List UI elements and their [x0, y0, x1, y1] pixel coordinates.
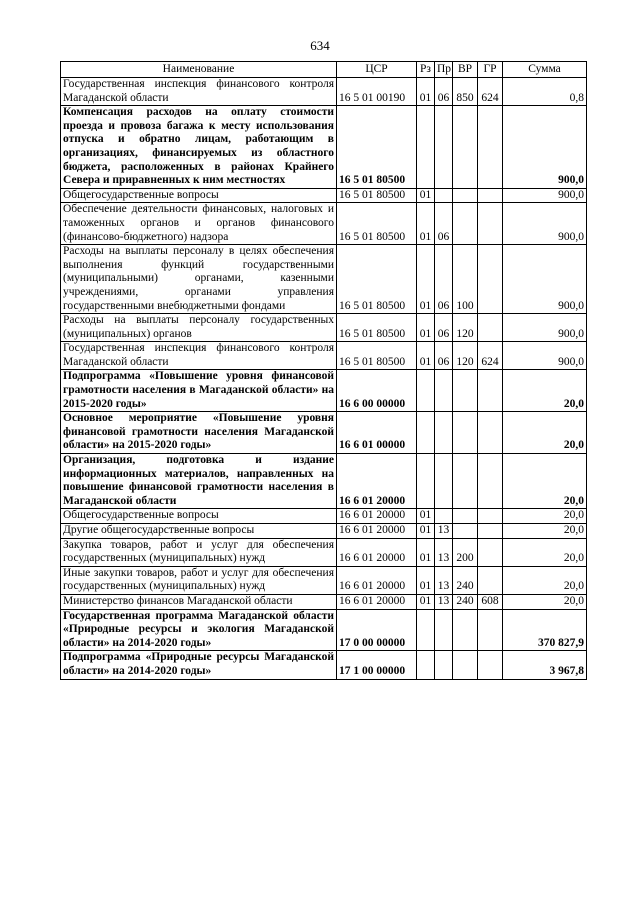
- page-number: 634: [310, 38, 330, 53]
- row-gr: [478, 203, 503, 245]
- row-vr: [453, 609, 478, 651]
- table-row: [61, 538, 587, 566]
- row-gr: [478, 609, 503, 651]
- header-pr: Пр: [435, 62, 453, 78]
- row-pr: [435, 509, 453, 524]
- row-name: Министерство финансов Магаданской области: [61, 594, 337, 609]
- row-csr: 16 5 01 80500: [337, 188, 417, 203]
- row-rz: [417, 454, 435, 509]
- row-csr: 16 6 01 20000: [337, 594, 417, 609]
- row-name: Подпрограмма «Повышение уровня финансовой грамотности населения в Магаданской области» на 2015-2020 годы»: [61, 370, 337, 412]
- row-csr: 17 0 00 00000: [337, 609, 417, 651]
- row-name: Расходы на выплаты персоналу в целях обеспечения выполнения функций государственными (муниципальными) органами, казенными учреждениями, органами управления государственными внебюджетными фондами: [61, 245, 337, 314]
- header-sum: Сумма: [503, 62, 587, 78]
- row-rz: 01: [417, 566, 435, 594]
- header-row: [61, 62, 587, 78]
- row-csr: 16 5 01 80500: [337, 245, 417, 314]
- row-pr: 13: [435, 524, 453, 539]
- row-gr: [478, 412, 503, 454]
- row-name: Государственная инспекция финансового контроля Магаданской области: [61, 342, 337, 370]
- row-pr: 13: [435, 538, 453, 566]
- row-name: Государственная инспекция финансового контроля Магаданской области: [61, 78, 337, 106]
- header-gr: ГР: [478, 62, 503, 78]
- row-pr: [435, 454, 453, 509]
- budget-table: [60, 61, 587, 680]
- row-rz: 01: [417, 203, 435, 245]
- row-vr: 240: [453, 594, 478, 609]
- row-gr: 608: [478, 594, 503, 609]
- row-sum: 20,0: [503, 566, 587, 594]
- row-sum: 900,0: [503, 342, 587, 370]
- row-pr: 06: [435, 342, 453, 370]
- row-csr: 16 6 01 20000: [337, 566, 417, 594]
- row-rz: 01: [417, 342, 435, 370]
- row-pr: [435, 370, 453, 412]
- row-sum: 20,0: [503, 412, 587, 454]
- row-sum: 20,0: [503, 524, 587, 539]
- table-body: [61, 78, 587, 680]
- row-name: Государственная программа Магаданской области «Природные ресурсы и экология Магаданской области» на 2014-2020 годы»: [61, 609, 337, 651]
- row-vr: [453, 524, 478, 539]
- row-gr: [478, 245, 503, 314]
- row-sum: 0,8: [503, 78, 587, 106]
- header-csr: ЦСР: [337, 62, 417, 78]
- row-pr: [435, 651, 453, 679]
- row-vr: 850: [453, 78, 478, 106]
- row-pr: 06: [435, 78, 453, 106]
- table-row: [61, 651, 587, 679]
- row-pr: 06: [435, 203, 453, 245]
- row-gr: [478, 538, 503, 566]
- row-rz: 01: [417, 188, 435, 203]
- row-rz: [417, 412, 435, 454]
- row-sum: 370 827,9: [503, 609, 587, 651]
- row-sum: 20,0: [503, 370, 587, 412]
- table-row: [61, 370, 587, 412]
- row-name: Общегосударственные вопросы: [61, 509, 337, 524]
- row-vr: 240: [453, 566, 478, 594]
- row-gr: [478, 454, 503, 509]
- row-vr: [453, 509, 478, 524]
- row-vr: [453, 106, 478, 189]
- row-csr: 16 5 01 80500: [337, 106, 417, 189]
- row-sum: 20,0: [503, 509, 587, 524]
- row-name: Обеспечение деятельности финансовых, налоговых и таможенных органов и органов финансового (финансово-бюджетного) надзора: [61, 203, 337, 245]
- row-csr: 16 6 00 00000: [337, 370, 417, 412]
- row-csr: 16 6 01 00000: [337, 412, 417, 454]
- row-rz: [417, 651, 435, 679]
- row-csr: 17 1 00 00000: [337, 651, 417, 679]
- row-rz: 01: [417, 524, 435, 539]
- row-gr: [478, 566, 503, 594]
- row-gr: [478, 509, 503, 524]
- header-rz: Рз: [417, 62, 435, 78]
- row-name: Общегосударственные вопросы: [61, 188, 337, 203]
- row-gr: [478, 524, 503, 539]
- row-name: Организация, подготовка и издание информационных материалов, направленных на повышение финансовой грамотности населения в Магаданской области: [61, 454, 337, 509]
- row-sum: 20,0: [503, 594, 587, 609]
- row-vr: 200: [453, 538, 478, 566]
- row-csr: 16 5 01 80500: [337, 203, 417, 245]
- row-sum: 20,0: [503, 454, 587, 509]
- row-rz: [417, 370, 435, 412]
- table-row: [61, 412, 587, 454]
- row-gr: [478, 106, 503, 189]
- row-gr: [478, 651, 503, 679]
- header-name: Наименование: [61, 62, 337, 78]
- table-row: [61, 188, 587, 203]
- row-pr: [435, 412, 453, 454]
- table-row: [61, 203, 587, 245]
- row-name: Расходы на выплаты персоналу государственных (муниципальных) органов: [61, 314, 337, 342]
- row-gr: [478, 370, 503, 412]
- table-row: [61, 245, 587, 314]
- row-name: Основное мероприятие «Повышение уровня финансовой грамотности населения Магаданской области» на 2015-2020 годы»: [61, 412, 337, 454]
- row-sum: 900,0: [503, 203, 587, 245]
- row-pr: [435, 106, 453, 189]
- row-rz: 01: [417, 314, 435, 342]
- row-name: Другие общегосударственные вопросы: [61, 524, 337, 539]
- row-sum: 900,0: [503, 245, 587, 314]
- row-sum: 900,0: [503, 106, 587, 189]
- table-row: [61, 509, 587, 524]
- row-rz: [417, 106, 435, 189]
- row-rz: 01: [417, 245, 435, 314]
- row-rz: 01: [417, 78, 435, 106]
- table-row: [61, 342, 587, 370]
- row-pr: [435, 609, 453, 651]
- row-sum: 3 967,8: [503, 651, 587, 679]
- row-rz: 01: [417, 538, 435, 566]
- row-vr: 100: [453, 245, 478, 314]
- table-row: [61, 78, 587, 106]
- row-pr: 13: [435, 594, 453, 609]
- header-vr: ВР: [453, 62, 478, 78]
- table-row: [61, 594, 587, 609]
- row-name: Закупка товаров, работ и услуг для обеспечения государственных (муниципальных) нужд: [61, 538, 337, 566]
- row-vr: [453, 370, 478, 412]
- row-csr: 16 6 01 20000: [337, 454, 417, 509]
- row-gr: 624: [478, 78, 503, 106]
- row-csr: 16 6 01 20000: [337, 524, 417, 539]
- row-csr: 16 5 01 80500: [337, 342, 417, 370]
- row-gr: [478, 314, 503, 342]
- row-gr: [478, 188, 503, 203]
- row-name: Подпрограмма «Природные ресурсы Магаданской области» на 2014-2020 годы»: [61, 651, 337, 679]
- row-name: Компенсация расходов на оплату стоимости проезда и провоза багажа к месту использования отпуска и обратно лицам, работающим в организациях, финансируемых из областного бюджета, расположенных в районах Крайнего Севера и приравненных к ним местностях: [61, 106, 337, 189]
- table-row: [61, 454, 587, 509]
- row-vr: [453, 203, 478, 245]
- row-pr: 13: [435, 566, 453, 594]
- row-vr: [453, 188, 478, 203]
- table-row: [61, 524, 587, 539]
- row-sum: 900,0: [503, 188, 587, 203]
- row-gr: 624: [478, 342, 503, 370]
- table-row: [61, 566, 587, 594]
- row-rz: 01: [417, 509, 435, 524]
- row-rz: 01: [417, 594, 435, 609]
- row-vr: [453, 454, 478, 509]
- row-csr: 16 6 01 20000: [337, 538, 417, 566]
- row-rz: [417, 609, 435, 651]
- table-row: [61, 609, 587, 651]
- row-pr: 06: [435, 314, 453, 342]
- table-row: [61, 314, 587, 342]
- row-pr: [435, 188, 453, 203]
- row-csr: 16 5 01 00190: [337, 78, 417, 106]
- row-pr: 06: [435, 245, 453, 314]
- row-csr: 16 5 01 80500: [337, 314, 417, 342]
- row-vr: 120: [453, 314, 478, 342]
- row-csr: 16 6 01 20000: [337, 509, 417, 524]
- row-vr: [453, 412, 478, 454]
- table-row: [61, 106, 587, 189]
- row-vr: [453, 651, 478, 679]
- row-sum: 20,0: [503, 538, 587, 566]
- row-sum: 900,0: [503, 314, 587, 342]
- row-vr: 120: [453, 342, 478, 370]
- row-name: Иные закупки товаров, работ и услуг для обеспечения государственных (муниципальных) нужд: [61, 566, 337, 594]
